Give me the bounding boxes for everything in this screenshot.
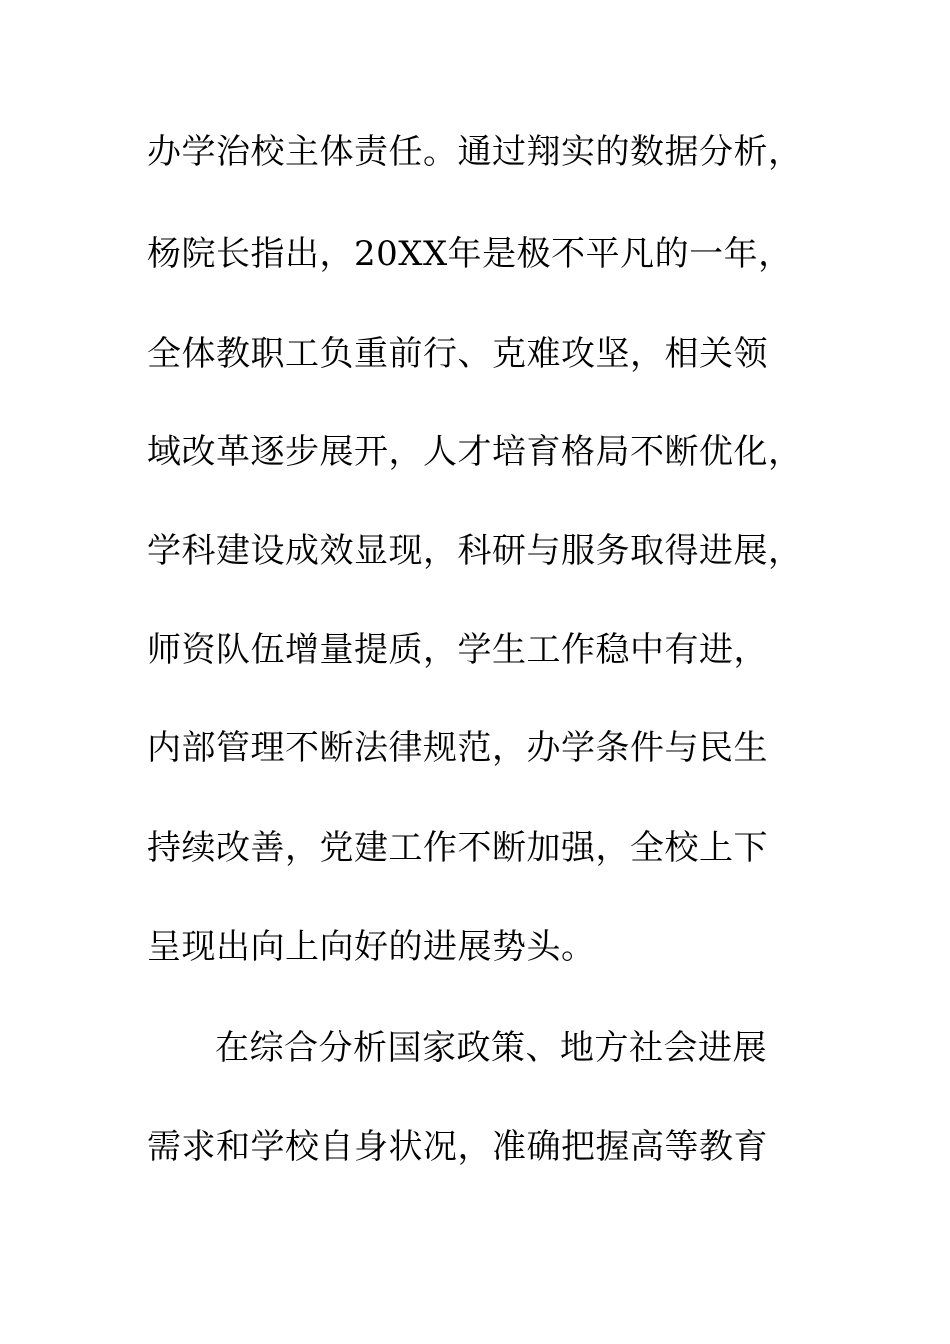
text-line: 办学治校主体责任。通过翔实的数据分析， xyxy=(147,132,803,172)
text-line: 学科建设成效显现，科研与服务取得进展， xyxy=(147,531,803,571)
text-line: 内部管理不断法律规范，办学条件与民生 xyxy=(147,728,768,768)
text-line: 师资队伍增量提质，学生工作稳中有进， xyxy=(147,630,768,670)
paragraph-first-line: 在综合分析国家政策、地方社会进展 xyxy=(215,1028,767,1068)
text-line: 持续改善，党建工作不断加强，全校上下 xyxy=(147,828,768,868)
text-line: 需求和学校自身状况，准确把握高等教育 xyxy=(147,1127,768,1167)
text-line: 呈现出向上向好的进展势头。 xyxy=(147,927,596,967)
text-line: 杨院长指出，20XX年是极不平凡的一年， xyxy=(147,234,793,274)
text-line: 域改革逐步展开，人才培育格局不断优化， xyxy=(147,432,803,472)
text-line: 全体教职工负重前行、克难攻坚，相关领 xyxy=(147,334,768,374)
